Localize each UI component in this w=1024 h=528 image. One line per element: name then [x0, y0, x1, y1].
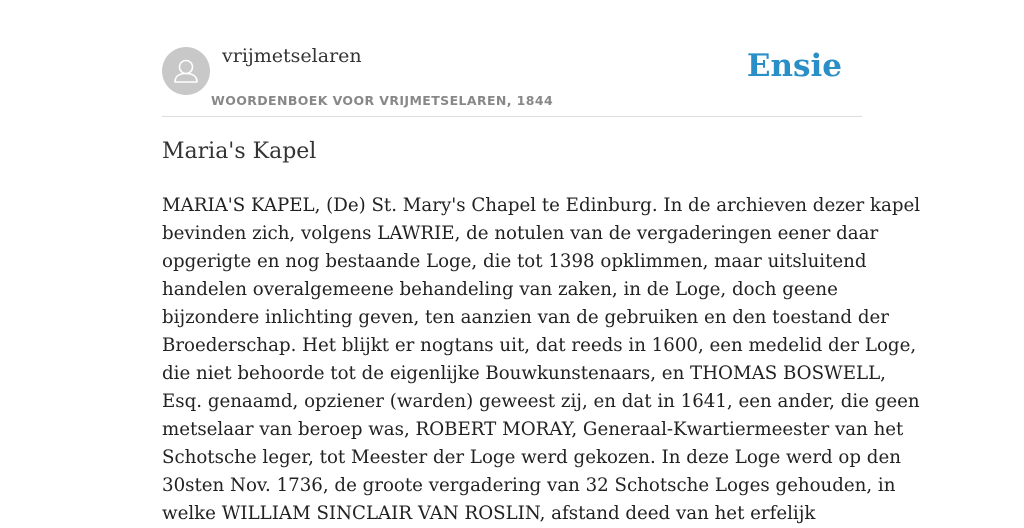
- article-line: welke WILLIAM SINCLAIR VAN ROSLIN, afstand deed van het erfelijk: [162, 503, 816, 524]
- article-line: 30sten Nov. 1736, de groote vergadering van 32 Schotsche Loges gehouden, in: [162, 475, 896, 496]
- article-line: die niet behoorde tot de eigenlijke Bouwkunstenaars, en THOMAS BOSWELL,: [162, 363, 886, 384]
- article-line: metselaar van beroep was, ROBERT MORAY, Generaal-Kwartiermeester van het: [162, 419, 904, 440]
- article-line: Broederschap. Het blijkt er nogtans uit, dat reeds in 1600, een medelid der Loge,: [162, 335, 917, 356]
- header: [162, 0, 862, 117]
- user-avatar-icon[interactable]: [162, 47, 210, 95]
- article-line: opgerigte en nog bestaande Loge, die tot 1398 opklimmen, maar uitsluitend: [162, 251, 867, 272]
- article-line: Schotsche leger, tot Meester der Loge werd gekozen. In deze Loge werd op den: [162, 447, 901, 468]
- brand-logo[interactable]: Ensie: [746, 48, 842, 84]
- avatar-silhouette-icon: [162, 47, 210, 95]
- username-link[interactable]: vrijmetselaren: [222, 45, 362, 67]
- article-line: handelen overalgemeene behandeling van zaken, in de Loge, doch geene: [162, 279, 838, 300]
- article-title: Maria's Kapel: [162, 139, 317, 164]
- article-line: MARIA'S KAPEL, (De) St. Mary's Chapel te Edinburg. In de archieven dezer kapel: [162, 195, 921, 216]
- article-line: Esq. genaamd, opziener (warden) geweest zij, en dat in 1641, een ander, die geen: [162, 391, 920, 412]
- article-line: bevinden zich, volgens LAWRIE, de notulen van de vergaderingen eener daar: [162, 223, 879, 244]
- article-body: [162, 192, 921, 528]
- source-label[interactable]: WOORDENBOEK VOOR VRIJMETSELAREN, 1844: [211, 93, 554, 108]
- article-line: bijzondere inlichting geven, ten aanzien van de gebruiken en den toestand der: [162, 307, 889, 328]
